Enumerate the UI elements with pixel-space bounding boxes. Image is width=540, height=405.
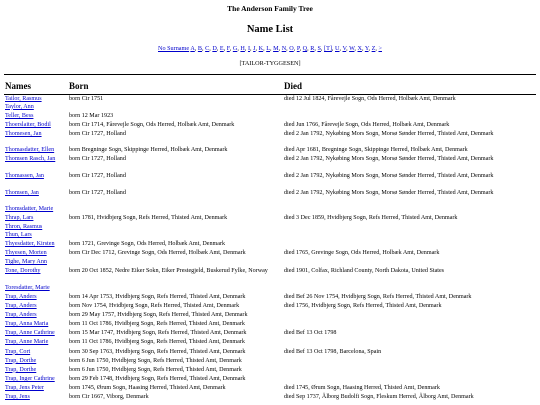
person-link[interactable]: Trap, Anders: [5, 312, 37, 319]
person-link[interactable]: Trap, Anna Maria: [5, 321, 49, 328]
name-list-table: [0, 96, 540, 403]
person-link[interactable]: Trap, Jens: [5, 394, 30, 401]
name-cell: [5, 250, 67, 258]
died-cell: died 2 Jan 1792, Nykøbing Mors Sogn, Morsø Sønder Herred, Thisted Amt, Denmark: [284, 130, 494, 137]
born-cell: born 6 Jun 1750, Hvidbjerg Sogn, Refs Herred, Thisted Amt, Denmark: [69, 366, 242, 373]
index-link-q[interactable]: Q: [302, 45, 308, 52]
person-link[interactable]: Tighe, Mary Ann: [5, 259, 47, 266]
name-cell: [5, 312, 67, 320]
person-link[interactable]: Thyesen, Morten: [5, 250, 47, 257]
name-cell: [5, 206, 67, 214]
died-cell: died Sep 1737, Ålborg Budolfi Sogn, Fleskum Herred, Ålborg Amt, Denmark: [284, 394, 474, 401]
index-link-i[interactable]: I: [247, 45, 251, 52]
index-link-z[interactable]: Z: [371, 45, 376, 52]
born-cell: born 12 Mar 1923: [69, 112, 114, 119]
index-link-e[interactable]: E: [219, 45, 224, 52]
died-cell: died Bef 13 Oct 1798: [284, 330, 337, 337]
table-row: [0, 224, 540, 241]
person-link[interactable]: Trap, Cort: [5, 348, 31, 355]
name-cell: [5, 190, 67, 198]
born-cell: born 15 Mar 1747, Hvidbjerg Sogn, Refs Herred, Thisted Amt, Denmark: [69, 330, 247, 337]
name-cell: [5, 241, 67, 249]
table-row: [0, 241, 540, 250]
name-cell: [5, 131, 67, 139]
index-link-s[interactable]: S: [317, 45, 321, 52]
name-cell: [5, 330, 67, 338]
person-link[interactable]: Trap, Jens Peter: [5, 384, 44, 391]
name-cell: [5, 349, 67, 357]
born-cell: born 11 Oct 1786, Hvidbjerg Sogn, Refs Herred, Thisted Amt, Denmark: [69, 339, 245, 346]
page-title: Name List: [246, 24, 294, 35]
index-link-u[interactable]: U: [335, 45, 340, 52]
died-cell: died Bef 26 Nov 1754, Hvidbjerg Sogn, Refs Herred, Thisted Amt, Denmark: [284, 294, 472, 300]
person-link[interactable]: Taylor, Ann: [5, 103, 34, 110]
name-cell: [5, 376, 67, 384]
person-link[interactable]: Thoerslaiter, Bodil: [5, 121, 51, 128]
person-link[interactable]: Trap, Anders: [5, 294, 37, 300]
born-cell: born 29 May 1757, Hvidbjerg Sogn, Refs Herred, Thisted Amt, Denmark: [69, 312, 248, 319]
index-link-h[interactable]: H: [240, 45, 245, 52]
born-cell: born Cir 1751: [69, 96, 104, 102]
born-cell: born 1745, Ørum Sogn, Haasing Herred, Thisted Amt, Denmark: [69, 384, 226, 391]
died-cell: died 1745, Ørum Sogn, Haasing Herred, Thisted Amt, Denmark: [284, 384, 440, 391]
person-link[interactable]: Thrap, Lars: [5, 215, 34, 222]
person-link[interactable]: Thun, Lars: [5, 231, 32, 238]
index-link-y[interactable]: Y: [364, 45, 369, 52]
died-cell: died 1765, Grevinge Sogn, Ods Herred, Holbæk Amt, Denmark: [284, 250, 440, 257]
table-row: [0, 206, 540, 215]
table-row: [0, 268, 540, 285]
born-cell: born Cir 1727, Holland: [69, 156, 126, 163]
table-row: [0, 303, 540, 312]
name-cell: [5, 113, 67, 121]
table-row: [0, 215, 540, 224]
person-link[interactable]: Trap, Inger Cathrine: [5, 375, 55, 382]
born-cell: born Cir Dec 1712, Grevinge Sogn, Ods Herred, Holbæk Amt, Denmark: [69, 250, 246, 257]
table-row: [0, 96, 540, 113]
person-link[interactable]: Trap, Dorthe: [5, 357, 37, 364]
born-cell: born 30 Sep 1763, Hvidbjerg Sogn, Refs Herred, Thisted Amt, Denmark: [69, 348, 246, 355]
index-link-d[interactable]: D: [212, 45, 217, 52]
table-row: [0, 190, 540, 207]
name-cell: [5, 215, 67, 223]
index-link-l[interactable]: L: [266, 45, 270, 52]
person-link[interactable]: Trap, Anders: [5, 303, 37, 310]
table-row: [0, 294, 540, 303]
index-link-c[interactable]: C: [205, 45, 210, 52]
table-row: [0, 122, 540, 131]
person-link[interactable]: Trap, Dorthe: [5, 366, 37, 373]
index-link-next[interactable]: >: [378, 45, 382, 52]
name-cell: [5, 385, 67, 393]
index-link-g[interactable]: G: [232, 45, 238, 52]
name-cell: [5, 358, 67, 366]
name-cell: [5, 303, 67, 311]
born-cell: born Cir 1727, Holland: [69, 130, 126, 137]
born-cell: born 6 Jun 1750, Hvidbjerg Sogn, Refs Herred, Thisted Amt, Denmark: [69, 357, 242, 364]
index-link-o[interactable]: O: [289, 45, 294, 52]
born-cell: born 1721, Grevinge Sogn, Ods Herred, Holbæk Amt, Denmark: [69, 241, 226, 248]
index-link-b[interactable]: B: [197, 45, 203, 52]
index-link-v[interactable]: V: [342, 45, 347, 52]
name-cell: [5, 173, 67, 181]
person-link[interactable]: Thomsen Rasch, Jan: [5, 156, 56, 163]
name-cell: [5, 259, 67, 267]
born-cell: born 29 Feb 1748, Hvidbjerg Sogn, Refs Herred, Thisted Amt, Denmark: [69, 375, 246, 382]
died-cell: died 3 Dec 1859, Hvidbjerg Sogn, Refs Herred, Thisted Amt, Denmark: [284, 215, 458, 222]
column-header-names: Names: [5, 81, 31, 91]
table-row: [0, 285, 540, 294]
table-row: [0, 349, 540, 358]
person-link[interactable]: Trap, Anne Cathrine: [5, 330, 55, 337]
name-cell: [5, 294, 67, 302]
table-row: [0, 385, 540, 394]
born-cell: born Bregninge Sogn, Skippinge Herred, Holbæk Amt, Denmark: [69, 147, 228, 154]
died-cell: died Jun 1766, Fårevejle Sogn, Ods Herred, Holbæk Amt, Denmark: [284, 121, 450, 128]
column-header-died: Died: [284, 81, 302, 91]
table-row: [0, 259, 540, 268]
name-cell: [5, 122, 67, 130]
table-row: [0, 250, 540, 259]
table-row: [0, 394, 540, 403]
index-link-r[interactable]: R: [310, 45, 315, 52]
table-row: [0, 113, 540, 122]
name-cell: [5, 156, 67, 164]
table-row: [0, 147, 540, 156]
person-link[interactable]: Toresdatter, Marie: [5, 284, 50, 291]
person-link[interactable]: Thron, Rasmus: [5, 224, 43, 231]
name-cell: [5, 224, 67, 239]
name-cell: [5, 394, 67, 402]
header-divider: [4, 74, 536, 75]
index-link-t[interactable]: [T]: [324, 45, 332, 52]
died-cell: died 1756, Hvidbjerg Sogn, Refs Herred, Thisted Amt, Denmark: [284, 303, 442, 310]
died-cell: died 2 Jan 1792, Nykøbing Mors Sogn, Morsø Sønder Herred, Thisted Amt, Denmark: [284, 173, 494, 180]
died-cell: died Apr 1681, Bregninge Sogn, Skippinge Herred, Holbæk Amt, Denmark: [284, 147, 468, 154]
table-row: [0, 131, 540, 148]
person-link[interactable]: Trap, Anne Marie: [5, 339, 49, 346]
born-cell: born Cir 1667, Viborg, Denmark: [69, 394, 149, 401]
index-link-w[interactable]: W: [349, 45, 355, 52]
table-row: [0, 358, 540, 367]
born-cell: born Cir 1727, Holland: [69, 189, 126, 196]
born-cell: born Cir 1714, Fårevejle Sogn, Ods Herred, Holbæk Amt, Denmark: [69, 121, 235, 128]
column-header-born: Born: [69, 81, 89, 91]
name-cell: [5, 268, 67, 276]
index-link-a[interactable]: A: [190, 45, 195, 52]
index-link-no-surname[interactable]: No Surname: [158, 45, 190, 52]
person-link[interactable]: Thomsdatter, Marie: [5, 206, 54, 213]
table-row: [0, 376, 540, 385]
page-header: [0, 0, 540, 68]
person-link[interactable]: Thomasdatter, Ellen: [5, 147, 55, 154]
died-cell: died 2 Jan 1792, Nykøbing Mors Sogn, Morsø Sønder Herred, Thisted Amt, Denmark: [284, 189, 494, 196]
person-link[interactable]: Thomesen, Jan: [5, 130, 42, 137]
name-cell: [5, 321, 67, 329]
name-cell: [5, 285, 67, 293]
name-cell: [5, 147, 67, 155]
table-row: [0, 339, 540, 348]
born-cell: born 1781, Hvidbjerg Sogn, Refs Herred, Thisted Amt, Denmark: [69, 215, 228, 222]
name-cell: [5, 367, 67, 375]
died-cell: died 12 Jul 1824, Fårevejle Sogn, Ods Herred, Holbæk Amt, Denmark: [284, 96, 456, 102]
born-cell: born 14 Apr 1753, Hvidbjerg Sogn, Refs Herred, Thisted Amt, Denmark: [69, 294, 246, 300]
died-cell: died 2 Jan 1792, Nykøbing Mors Sogn, Morsø Sønder Herred, Thisted Amt, Denmark: [284, 156, 494, 163]
index-link-n[interactable]: N: [281, 45, 287, 52]
site-title: The Anderson Family Tree: [227, 4, 313, 13]
name-cell: [5, 339, 67, 347]
born-cell: born 11 Oct 1786, Hvidbjerg Sogn, Refs Herred, Thisted Amt, Denmark: [69, 321, 245, 328]
person-link[interactable]: Thyesdatter, Kirsten: [5, 241, 55, 248]
born-cell: born Nov 1754, Hvidbjerg Sogn, Refs Herred, Thisted Amt, Denmark: [69, 303, 240, 310]
name-range-label: [TAILOR-TYGGESEN]: [239, 60, 301, 67]
table-row: [0, 156, 540, 173]
person-link[interactable]: Tone, Dorothy: [5, 268, 41, 275]
person-link[interactable]: Tailor, Rasmus: [5, 96, 42, 102]
person-link[interactable]: Thomassen, Jan: [5, 173, 44, 180]
person-link[interactable]: Teller, Bess: [5, 112, 34, 119]
died-cell: died Bef 13 Oct 1798, Barcelona, Spain: [284, 348, 382, 355]
index-link-j[interactable]: J: [253, 45, 256, 52]
index-link-x[interactable]: X: [357, 45, 362, 52]
died-cell: died 1901, Colfax, Richland County, North Dakota, United States: [284, 268, 445, 275]
name-cell: [5, 96, 67, 111]
born-cell: born 20 Oct 1852, Nedre Eiker Sokn, Eiker Prestegjeld, Buskerud Fylke, Norway: [69, 268, 268, 275]
index-link-m[interactable]: M: [273, 45, 279, 52]
table-row: [0, 173, 540, 190]
person-link[interactable]: Thomsen, Jan: [5, 189, 39, 196]
surname-index-nav: No Surname A, B, C, D, E, F, G, H, I, J, K, L, M, N, O, P, Q, R, S, [T], U, V, W, X, Y, Z, >: [158, 45, 382, 52]
born-cell: born Cir 1727, Holland: [69, 173, 126, 180]
index-link-f[interactable]: F: [226, 45, 230, 52]
table-row: [0, 312, 540, 321]
table-row: [0, 367, 540, 376]
index-link-p[interactable]: P: [296, 45, 300, 52]
column-header-divider: [4, 94, 536, 95]
index-link-k[interactable]: K: [258, 45, 264, 52]
table-row: [0, 321, 540, 330]
